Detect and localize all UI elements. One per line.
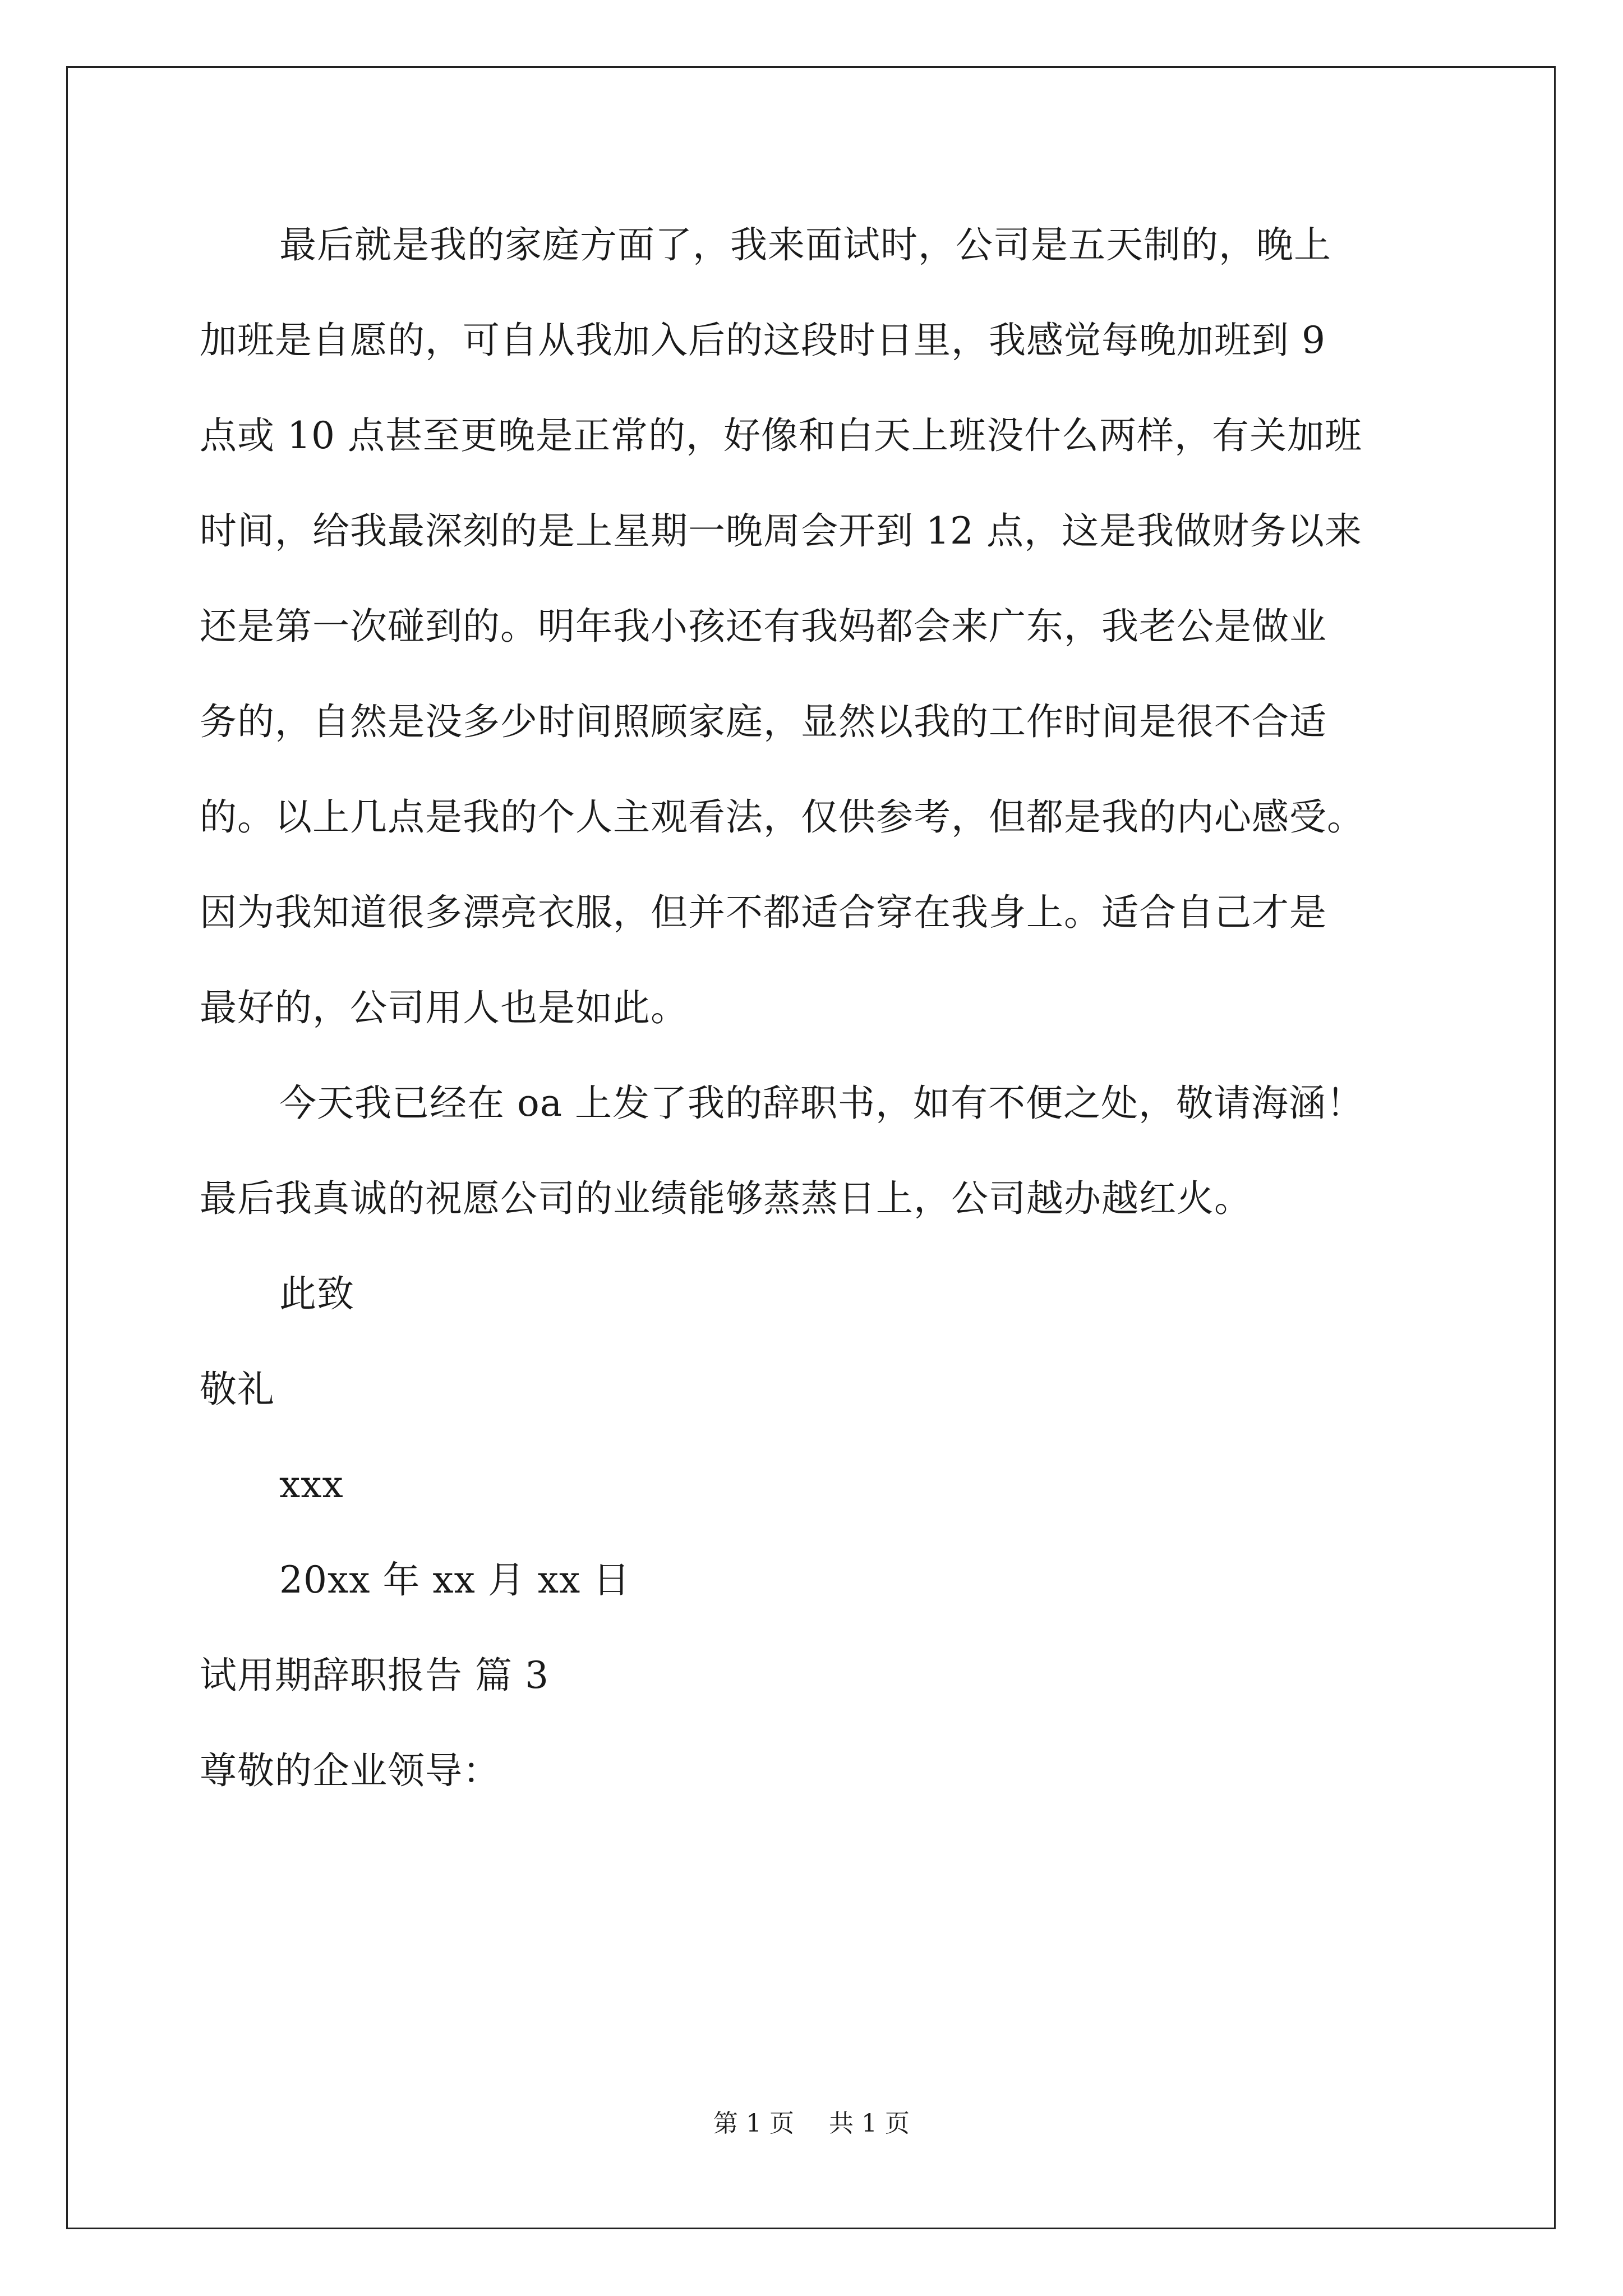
page-number: 第 1 页: [713, 2109, 794, 2138]
paragraph-line: 最后我真诚的祝愿公司的业绩能够蒸蒸日上，公司越办越红火。: [200, 1177, 1252, 1220]
page-footer: [0, 2109, 1623, 2138]
closing-salutation: 此致: [279, 1272, 354, 1315]
paragraph-line: 因为我知道很多漂亮衣服，但并不都适合穿在我身上。适合自己才是: [200, 891, 1327, 934]
closing-regards: 敬礼: [200, 1368, 275, 1411]
paragraph-line: 务的，自然是没多少时间照顾家庭，显然以我的工作时间是很不合适: [200, 700, 1327, 743]
section-heading: 试用期辞职报告 篇 3: [200, 1654, 549, 1697]
paragraph-line: 最好的，公司用人也是如此。: [200, 986, 688, 1029]
signature-name: xxx: [279, 1463, 344, 1506]
page-border: [66, 66, 1556, 2229]
page-total: 共 1 页: [829, 2109, 910, 2138]
paragraph-line: 时间，给我最深刻的是上星期一晚周会开到 12 点，这是我做财务以来: [200, 509, 1362, 553]
paragraph-line: 还是第一次碰到的。明年我小孩还有我妈都会来广东，我老公是做业: [200, 605, 1327, 648]
paragraph-line: 点或 10 点甚至更晚是正常的，好像和白天上班没什么两样，有关加班: [200, 414, 1362, 457]
paragraph-line: 今天我已经在 oa 上发了我的辞职书，如有不便之处，敬请海涵！: [279, 1082, 1364, 1125]
signature-date: 20xx 年 xx 月 xx 日: [279, 1558, 631, 1602]
paragraph-line: 的。以上几点是我的个人主观看法，仅供参考，但都是我的内心感受。: [200, 795, 1364, 839]
letter-greeting: 尊敬的企业领导：: [200, 1749, 500, 1792]
paragraph-line: 加班是自愿的，可自从我加入后的这段时日里，我感觉每晚加班到 9: [200, 319, 1326, 362]
paragraph-line: 最后就是我的家庭方面了，我来面试时，公司是五天制的，晚上: [279, 223, 1331, 266]
